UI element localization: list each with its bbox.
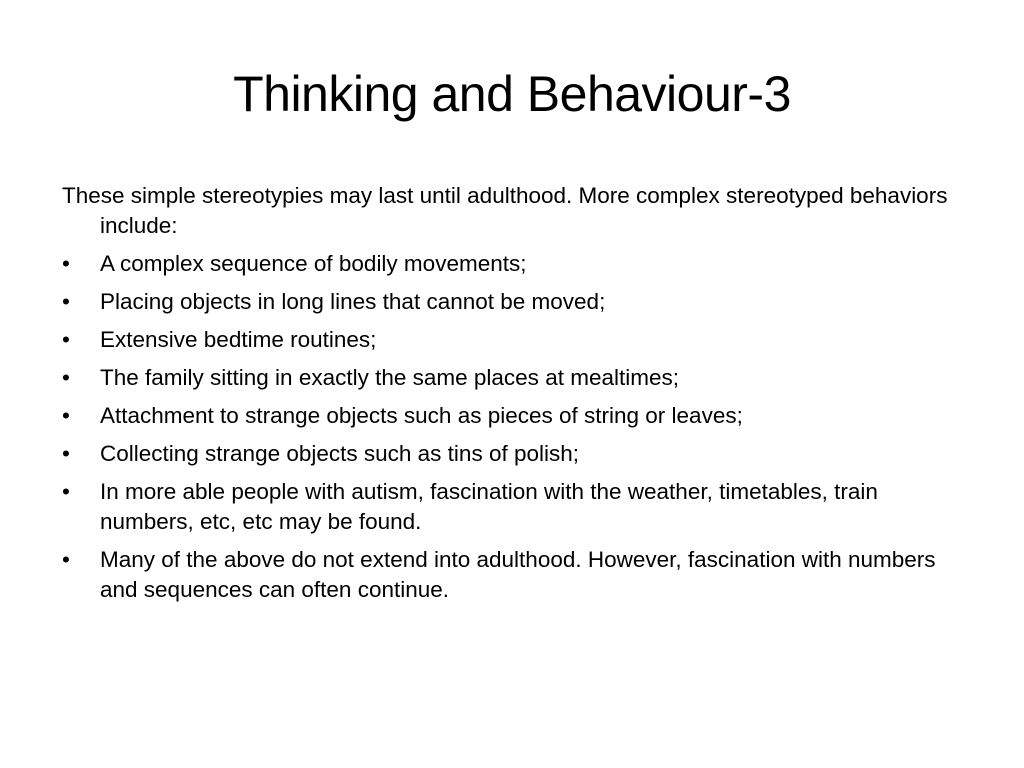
- bullet-dot-icon: •: [62, 547, 70, 572]
- bullet-item: [62, 325, 962, 355]
- bullet-text: Attachment to strange objects such as pieces of string or leaves;: [100, 403, 743, 428]
- bullet-text: Placing objects in long lines that cannot be moved;: [100, 289, 606, 314]
- bullet-item: [62, 545, 962, 605]
- bullet-dot-icon: •: [62, 251, 70, 276]
- intro-paragraph: These simple stereotypies may last until adulthood. More complex stereotyped behaviors include:: [62, 183, 948, 238]
- slide-body: [62, 181, 962, 613]
- bullet-dot-icon: •: [62, 479, 70, 504]
- bullet-text: The family sitting in exactly the same places at mealtimes;: [100, 365, 679, 390]
- bullet-text: Many of the above do not extend into adulthood. However, fascination with numbers and sequences can often continue.: [100, 547, 936, 602]
- bullet-dot-icon: •: [62, 365, 70, 390]
- bullet-item: [62, 439, 962, 469]
- bullet-item: [62, 401, 962, 431]
- bullet-text: In more able people with autism, fascination with the weather, timetables, train numbers, etc, etc may be found.: [100, 479, 878, 534]
- bullet-item: [62, 249, 962, 279]
- bullet-item: [62, 477, 962, 537]
- bullet-dot-icon: •: [62, 441, 70, 466]
- bullet-list: [62, 249, 962, 605]
- slide-title: Thinking and Behaviour-3: [233, 66, 791, 122]
- bullet-dot-icon: •: [62, 289, 70, 314]
- bullet-item: [62, 363, 962, 393]
- bullet-text: Extensive bedtime routines;: [100, 327, 377, 352]
- bullet-text: Collecting strange objects such as tins of polish;: [100, 441, 580, 466]
- bullet-item: [62, 287, 962, 317]
- bullet-dot-icon: •: [62, 403, 70, 428]
- bullet-dot-icon: •: [62, 327, 70, 352]
- bullet-text: A complex sequence of bodily movements;: [100, 251, 527, 276]
